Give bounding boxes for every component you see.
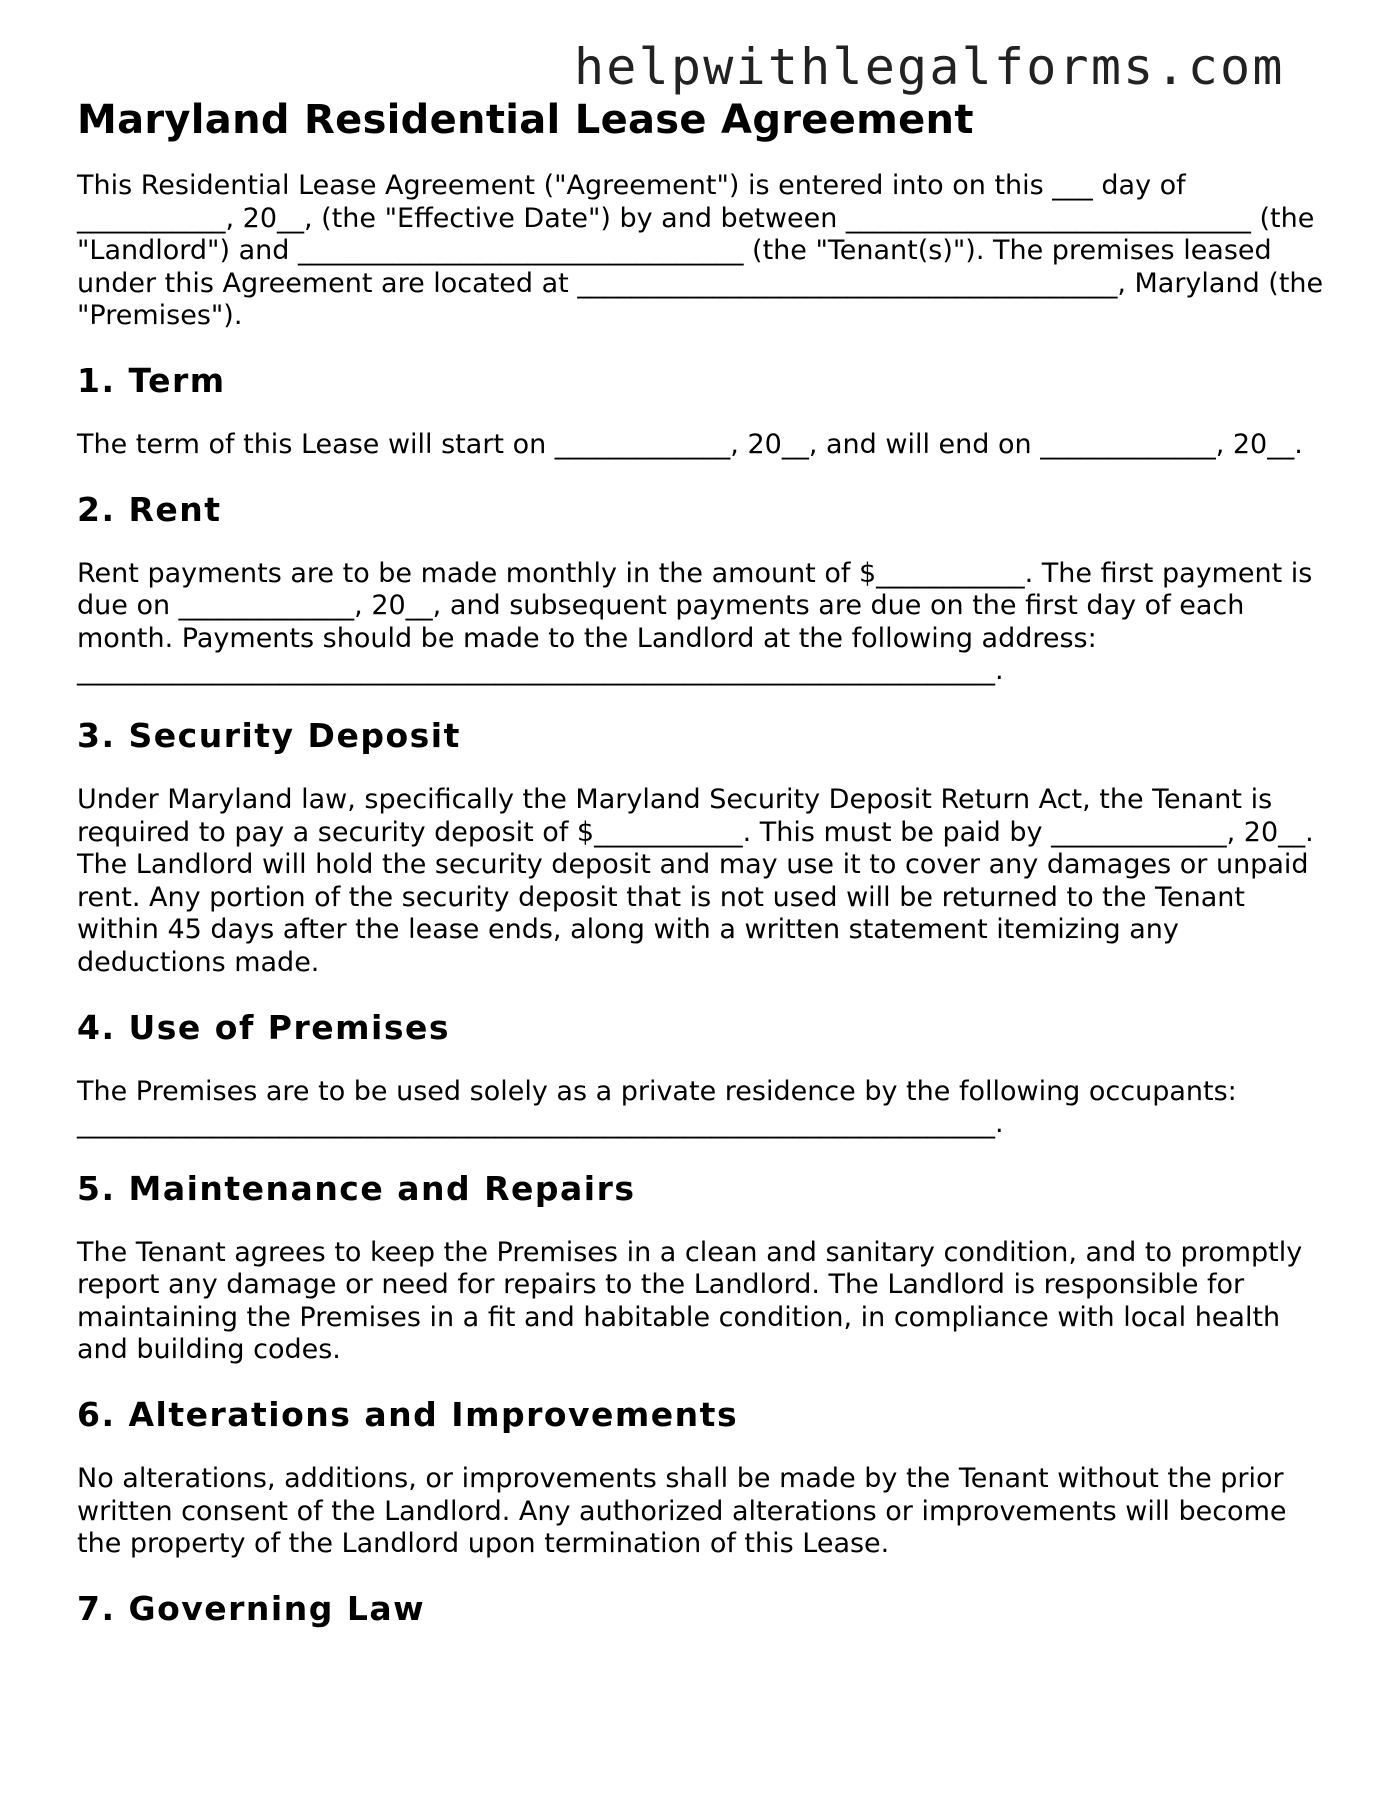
section-body-security-deposit: Under Maryland law, specifically the Maryland Security Deposit Return Act, the Tenant is required to pay a security deposit of $___________. This must be paid by _____________, 20__. The Landlord will hold the security deposit and may use it to cover any damages or unpaid rent. Any portion of the security deposit that is not used will be returned to the Tenant within 45 days after the lease ends, along with a written statement itemizing any deductions made. <box>77 783 1314 978</box>
section-heading-term: 1. Term <box>77 360 226 400</box>
section-heading-alterations: 6. Alterations and Improvements <box>77 1395 739 1435</box>
document-title: Maryland Residential Lease Agreement <box>77 97 974 143</box>
section-body-maintenance: The Tenant agrees to keep the Premises in a clean and sanitary condition, and to promptly report any damage or need for repairs to the Landlord. The Landlord is responsible for maintaining the Premises in a fit and habitable condition, in compliance with local health and building codes. <box>77 1236 1303 1366</box>
lease-document <box>77 96 1327 1657</box>
section-heading-governing-law: 7. Governing Law <box>77 1588 426 1628</box>
section-heading-maintenance: 5. Maintenance and Repairs <box>77 1168 636 1208</box>
section-body-use-of-premises: The Premises are to be used solely as a private residence by the following occupants: ____________________________________________________________________. <box>77 1075 1237 1140</box>
site-watermark: helpwithlegalforms.com <box>574 38 1285 96</box>
section-heading-security-deposit: 3. Security Deposit <box>77 715 461 755</box>
section-body-alterations: No alterations, additions, or improvements shall be made by the Tenant without the prior written consent of the Landlord. Any authorized alterations or improvements will become the property of the Landlord upon termination of this Lease. <box>77 1463 1287 1560</box>
section-heading-rent: 2. Rent <box>77 489 222 529</box>
section-body-rent: Rent payments are to be made monthly in the amount of $___________. The first payment is due on _____________, 20__, and subsequent payments are due on the first day of each month. Payments should be made to the Landlord at the following address: ____________________________________________________________________. <box>77 557 1313 687</box>
section-heading-use-of-premises: 4. Use of Premises <box>77 1007 451 1047</box>
intro-paragraph: This Residential Lease Agreement ("Agreement") is entered into on this ___ day of ___________, 20__, (the "Effective Date") by and between ______________________________ (the "Landlord") and _________________________________ (the "Tenant(s)"). The premises leased under this Agreement are located at ________________________________________, Maryland (the "Premises"). <box>77 170 1324 332</box>
section-body-term: The term of this Lease will start on _____________, 20__, and will end on _____________, 20__. <box>77 428 1303 460</box>
